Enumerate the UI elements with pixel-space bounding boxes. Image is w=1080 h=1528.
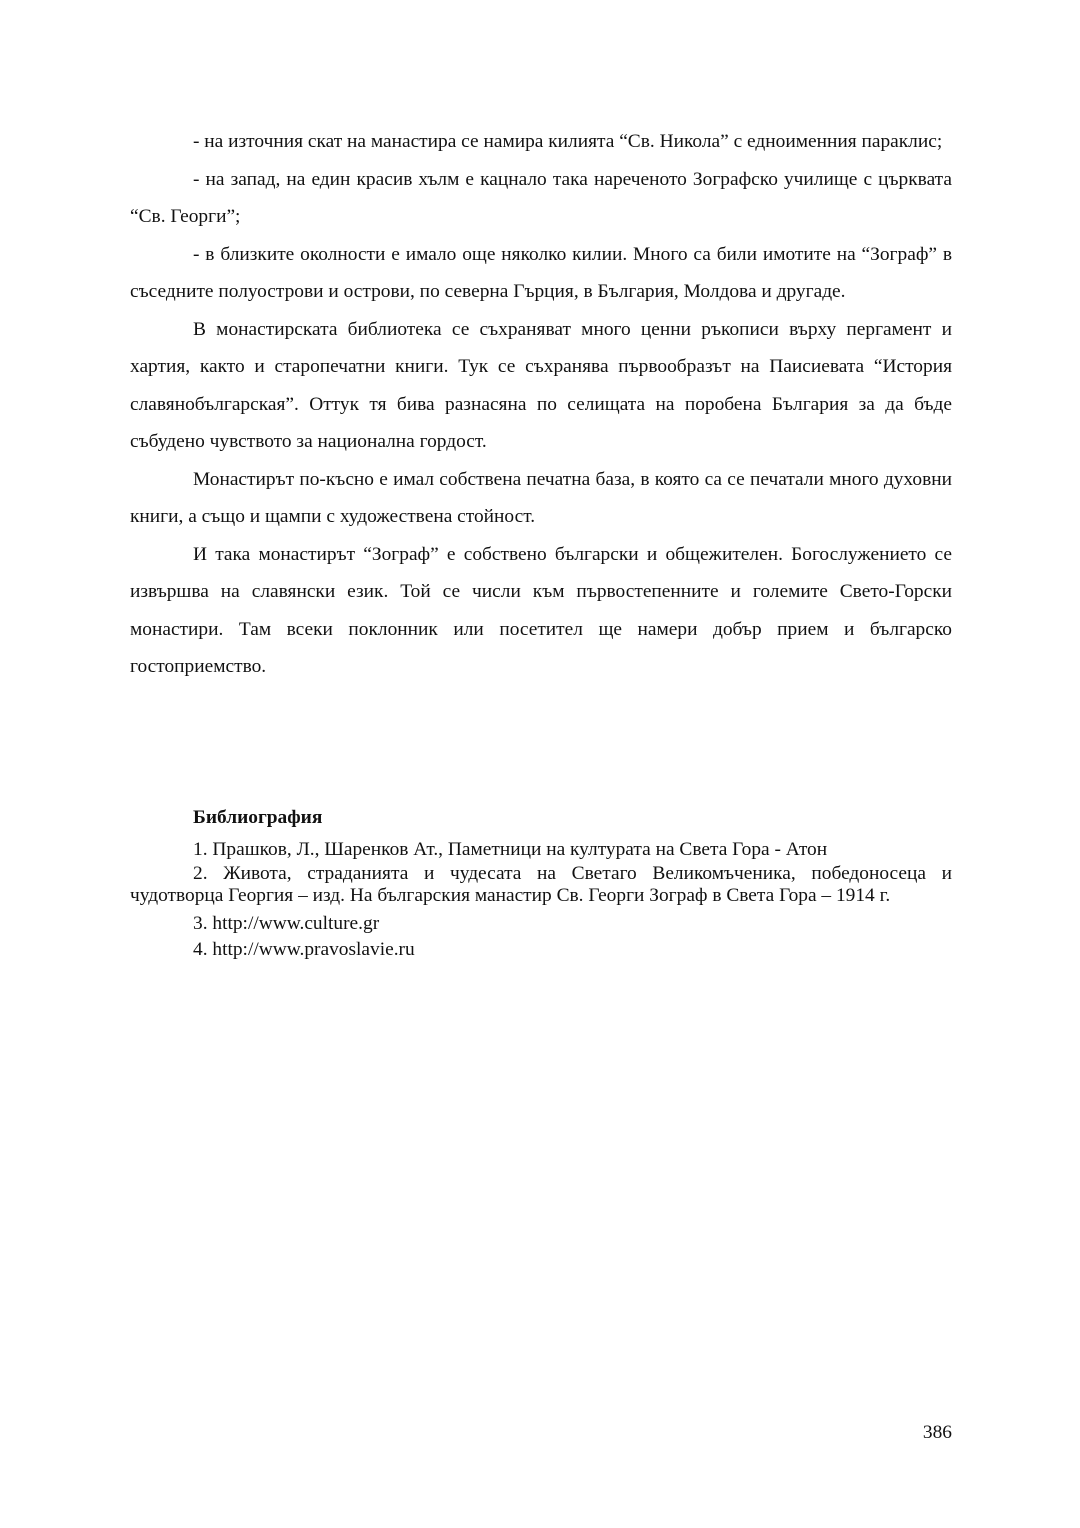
paragraph-printing: Монастирът по-късно е имал собствена печатна база, в която са се печатали много духовни книги, а също и щампи с художествена стойност. <box>130 468 952 527</box>
bibliography-link-pravoslavie: 4. http://www.pravoslavie.ru <box>193 939 415 960</box>
bibliography-link-culture: 3. http://www.culture.gr <box>193 913 380 934</box>
body-text <box>130 123 952 686</box>
bibliography-heading: Библиография <box>193 807 323 828</box>
paragraph-conclusion: И така монастирът “Зограф” е собствено български и общежителен. Богослужението се извършва на славянски език. Той се числи към първостепенните и големите Свето-Горски монастири. Там всеки поклонник или посетител ще намери добър прием и българско гостоприемство. <box>130 543 952 677</box>
paragraph-east-slope: - на източния скат на манастира се намира килията “Св. Никола” с едноименния параклис; <box>193 131 943 152</box>
bibliography-section <box>130 805 952 963</box>
bibliography-item: 1. Прашков, Л., Шаренков Ат., Паметници на културата на Света Гора - Атон <box>193 839 828 860</box>
bibliography-item: 2. Живота, страданията и чудесата на Светаго Великомъченика, победоносеца и чудотворца Георгия – изд. На българския манастир Св. Георги Зограф в Света Гора – 1914 г. <box>130 863 952 906</box>
page-number: 386 <box>922 1422 952 1443</box>
paragraph-west-school: - на запад, на един красив хълм е кацнало така нареченото Зографско училище с църквата “Св. Георги”; <box>130 168 952 227</box>
paragraph-surroundings: - в близките околности е имало още няколко килии. Много са били имотите на “Зограф” в съседните полуострови и острови, по северна Гърция, в България, Молдова и другаде. <box>130 243 952 302</box>
paragraph-library: В монастирската библиотека се съхраняват много ценни ръкописи върху пергамент и хартия, както и старопечатни книги. Тук се съхранява първообразът на Паисиевата “История славянобългарская”. Оттук тя бива разнасяна по селищата на поробена България за да бъде събудено чувството за национална гордост. <box>130 318 952 452</box>
